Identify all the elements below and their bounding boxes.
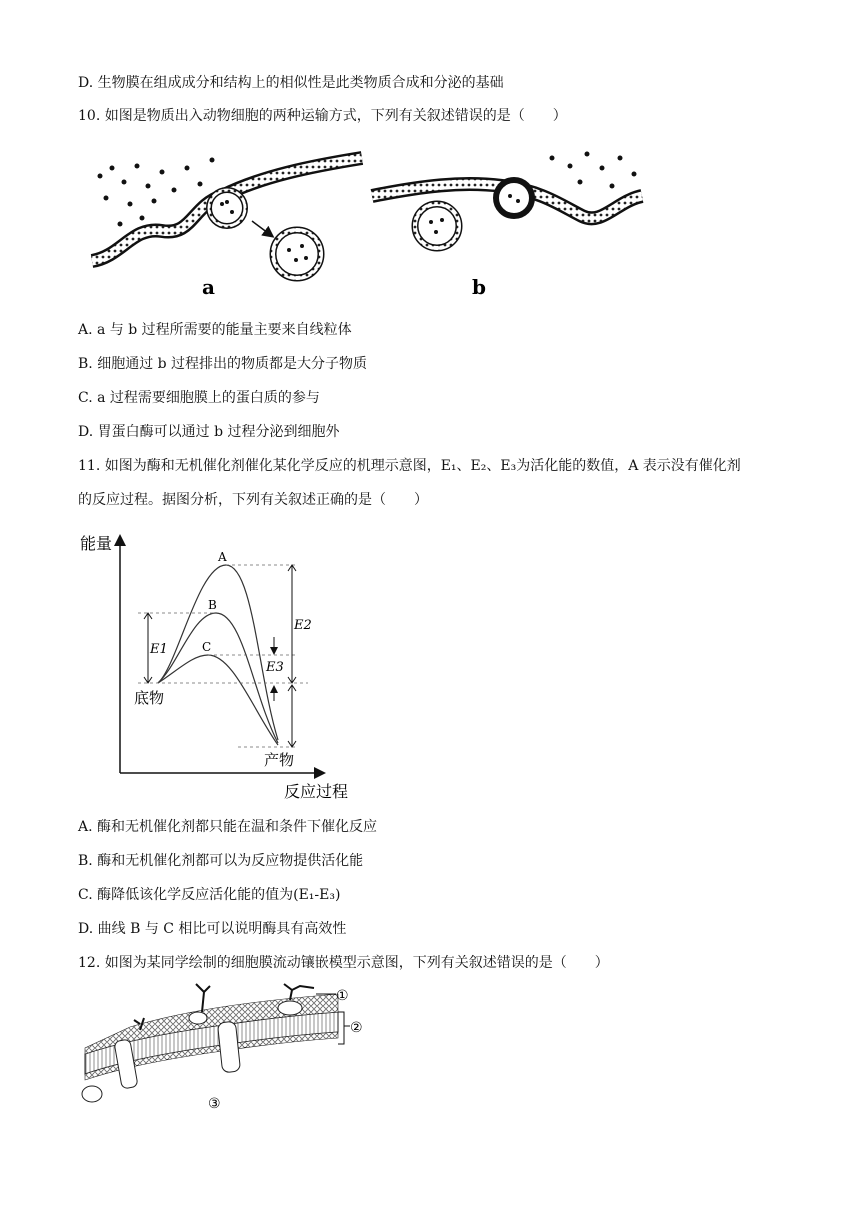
figure-12-membrane-model [80,982,370,1112]
q10-option-d: D. 胃蛋白酶可以通过 b 过程分泌到细胞外 [78,424,340,440]
label-3: ③ [208,1096,221,1112]
q10-option-a: A. a 与 b 过程所需要的能量主要来自线粒体 [78,322,352,338]
figure-10-label-a: a [202,275,215,299]
e3-label: E3 [266,660,284,675]
e2-label: E2 [294,618,312,633]
q9-option-d: D. 生物膜在组成成分和结构上的相似性是此类物质合成和分泌的基础 [78,75,504,91]
e1-label: E1 [150,642,168,657]
figure-11-energy-diagram [78,525,378,805]
x-axis-label: 反应过程 [284,782,349,801]
q10-option-c: C. a 过程需要细胞膜上的蛋白质的参与 [78,390,320,406]
curve-a [158,565,278,740]
q12-stem: 12. 如图为某同学绘制的细胞膜流动镶嵌模型示意图，下列有关叙述错误的是（ ） [78,955,609,971]
q11-stem-line1: 11. 如图为酶和无机催化剂催化某化学反应的机理示意图，E₁、E₂、E₃为活化能的数值，A 表示没有催化剂 [78,458,741,474]
curve-label-c: C [202,640,212,654]
q11-option-c: C. 酶降低该化学反应活化能的值为(E₁-E₃) [78,887,341,903]
figure-10-transport [82,146,652,302]
q11-option-d: D. 曲线 B 与 C 相比可以说明酶具有高效性 [78,921,347,937]
curve-label-a: A [218,550,227,564]
q10-stem: 10. 如图是物质出入动物细胞的两种运输方式，下列有关叙述错误的是（ ） [78,108,567,124]
q11-option-a: A. 酶和无机催化剂都只能在温和条件下催化反应 [78,819,378,835]
q10-option-b: B. 细胞通过 b 过程排出的物质都是大分子物质 [78,356,368,372]
figure-10-label-b: b [472,275,486,299]
curve-c [158,655,278,745]
label-2: ② [350,1020,363,1036]
label-1: ① [336,988,349,1004]
curve-b [158,613,278,743]
product-label: 产物 [264,751,295,769]
curve-label-b: B [208,598,217,612]
q11-stem-line2: 的反应过程。据图分析，下列有关叙述正确的是（ ） [78,492,428,508]
y-axis-label: 能量 [80,534,113,553]
q11-option-b: B. 酶和无机催化剂都可以为反应物提供活化能 [78,853,364,869]
substrate-label: 底物 [134,689,165,707]
